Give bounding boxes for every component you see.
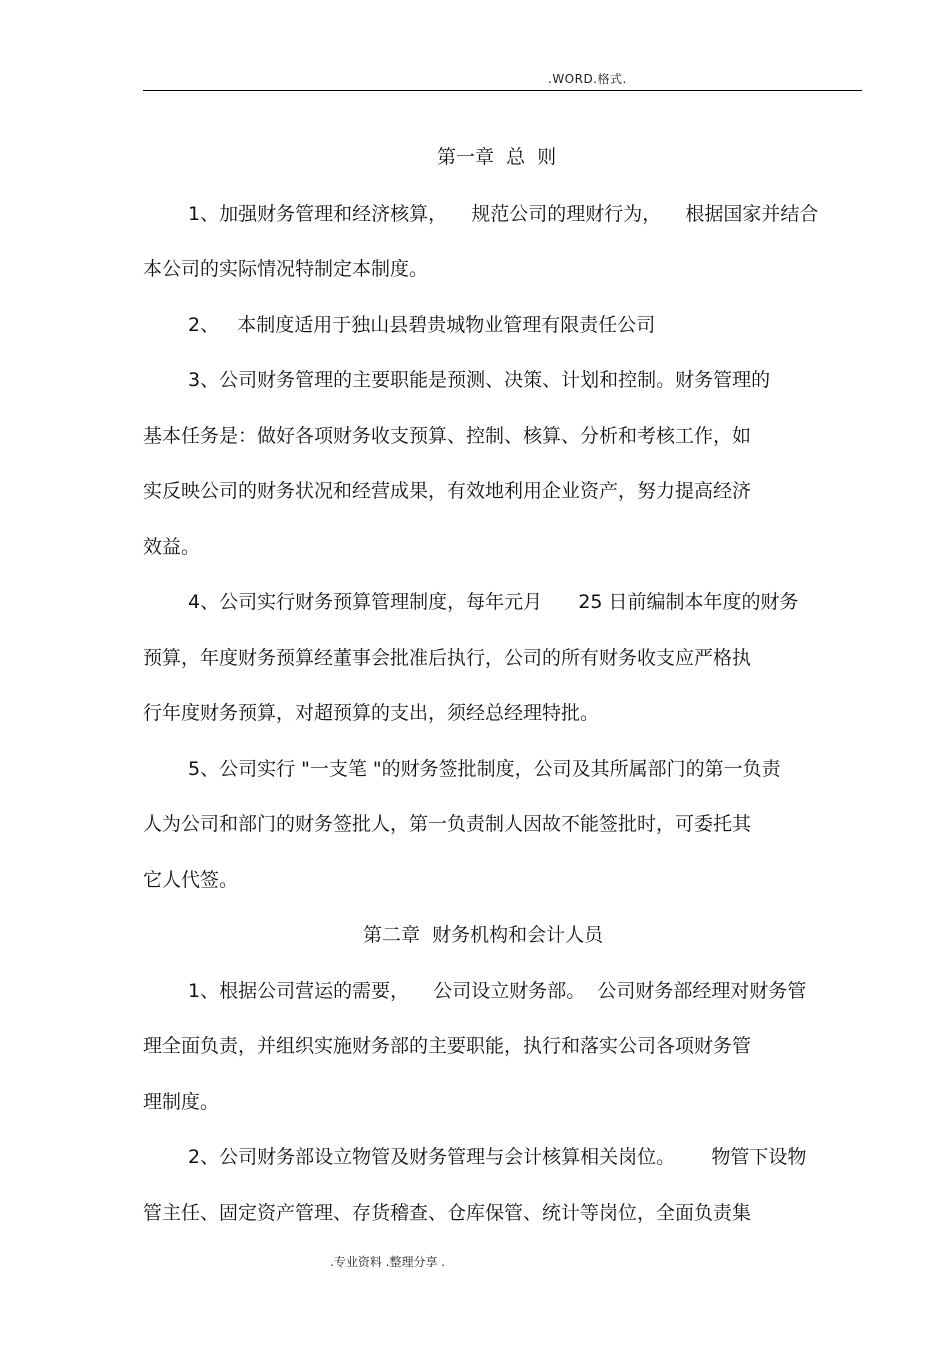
header-divider (143, 90, 862, 91)
chapter-1-title: 第一章 总 则 (437, 146, 557, 168)
chapter-1-para-4-line-3: 行年度财务预算，对超预算的支出，须经总经理特批。 (143, 702, 600, 724)
chapter-1-para-3-line-2: 基本任务是：做好各项财务收支预算、控制、核算、分析和考核工作，如 (143, 425, 752, 447)
chapter-1-para-3-line-1: 3、公司财务管理的主要职能是预测、决策、计划和控制。财务管理的 (188, 369, 771, 391)
chapter-2-para-2-line-1: 2、公司财务部设立物管及财务管理与会计核算相关岗位。 物管下设物 (188, 1146, 807, 1168)
chapter-2-para-1-line-2: 理全面负责，并组织实施财务部的主要职能，执行和落实公司各项财务管 (143, 1035, 752, 1057)
chapter-2-para-2-line-2: 管主任、固定资产管理、存货稽查、仓库保管、统计等岗位，全面负责集 (143, 1202, 752, 1224)
chapter-1-para-1-line-2: 本公司的实际情况特制定本制度。 (143, 258, 429, 280)
chapter-1-para-4-line-1: 4、公司实行财务预算管理制度，每年元月 25 日前编制本年度的财务 (188, 591, 799, 613)
chapter-1-para-3-line-3: 实反映公司的财务状况和经营成果，有效地利用企业资产，努力提高经济 (143, 480, 752, 502)
chapter-1-para-1-line-1: 1、加强财务管理和经济核算， 规范公司的理财行为， 根据国家并结合 (188, 203, 819, 225)
chapter-1-para-5-line-3: 它人代签。 (143, 869, 239, 891)
chapter-1-para-5-line-1: 5、公司实行 "一支笔 "的财务签批制度，公司及其所属部门的第一负责 (188, 758, 781, 780)
chapter-2-para-1-line-1: 1、根据公司营运的需要， 公司设立财务部。 公司财务部经理对财务管 (188, 980, 807, 1002)
chapter-1-para-4-line-2: 预算，年度财务预算经董事会批准后执行，公司的所有财务收支应严格执 (143, 647, 752, 669)
chapter-1-para-2-line-1: 2、 本制度适用于独山县碧贵城物业管理有限责任公司 (188, 314, 656, 336)
chapter-2-para-1-line-3: 理制度。 (143, 1091, 220, 1113)
chapter-1-para-3-line-4: 效益。 (143, 536, 201, 558)
page-footer-text: .专业资料 .整理分享 . (330, 1255, 446, 1269)
chapter-1-para-5-line-2: 人为公司和部门的财务签批人，第一负责制人因故不能签批时，可委托其 (143, 813, 752, 835)
page-header-text: .WORD.格式. (548, 72, 627, 86)
chapter-2-title: 第二章 财务机构和会计人员 (363, 924, 604, 946)
